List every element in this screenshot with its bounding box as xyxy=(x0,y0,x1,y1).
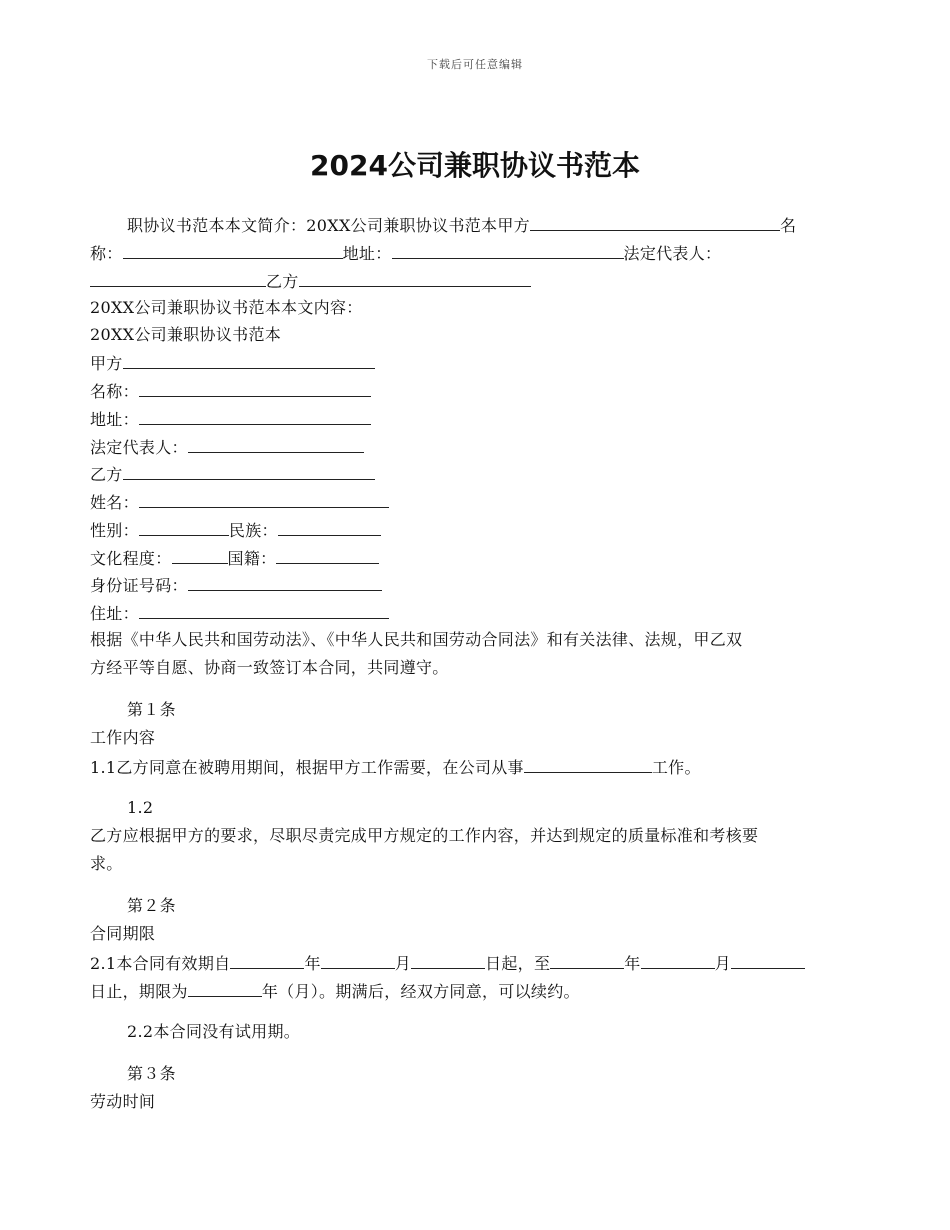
intro-line-2 xyxy=(90,242,721,264)
party-b-line xyxy=(90,463,375,485)
clause-text: 日起，至 xyxy=(485,954,551,973)
blank xyxy=(230,952,304,969)
clause-1-1 xyxy=(90,756,701,778)
blank xyxy=(188,980,262,997)
blank xyxy=(731,952,805,969)
blank xyxy=(188,574,382,591)
blank xyxy=(530,214,780,231)
field-label: 文化程度： xyxy=(90,549,172,568)
intro-line-1 xyxy=(127,214,796,236)
blank xyxy=(172,547,228,564)
field-label: 甲方 xyxy=(90,354,123,373)
clause-text: 工作。 xyxy=(651,758,701,777)
clause-1-2-line-2: 求。 xyxy=(90,854,123,873)
clause-text: 年 xyxy=(624,954,641,973)
preamble-line-1: 根据《中华人民共和国劳动法》、《中华人民共和国劳动合同法》和有关法律、法规，甲乙双 xyxy=(90,630,743,649)
field-label: 地址： xyxy=(90,410,139,429)
content-heading: 20XX公司兼职协议书范本本文内容： xyxy=(90,298,363,317)
document-title: 2024公司兼职协议书范本 xyxy=(310,149,640,182)
party-b-education-line xyxy=(90,547,379,569)
clause-2-1-line-1 xyxy=(90,952,805,974)
clause-1-2-number: 1.2 xyxy=(127,798,154,817)
intro-text: 乙方 xyxy=(266,272,299,291)
blank xyxy=(641,952,715,969)
clause-text: 月 xyxy=(394,954,412,973)
party-b-gender-line xyxy=(90,519,381,541)
party-b-address-line xyxy=(90,602,389,624)
clause-2-1-line-2 xyxy=(90,980,580,1002)
doc-subtitle: 20XX公司兼职协议书范本 xyxy=(90,325,282,344)
blank xyxy=(123,242,343,259)
blank xyxy=(299,270,531,287)
intro-text: 名 xyxy=(779,216,797,235)
clause-text: 年（月）。期满后，经双方同意，可以续约。 xyxy=(261,982,580,1001)
field-label: 住址： xyxy=(90,604,139,623)
blank xyxy=(90,270,266,287)
field-label: 民族： xyxy=(228,521,278,540)
blank xyxy=(139,602,389,619)
blank xyxy=(123,352,375,369)
intro-line-3 xyxy=(90,270,531,292)
clause-text: 年 xyxy=(304,954,321,973)
clause-text: 月 xyxy=(714,954,731,973)
blank xyxy=(139,519,229,536)
blank xyxy=(188,436,364,453)
article-3-title: 劳动时间 xyxy=(90,1092,156,1111)
article-2-heading: 第２条 xyxy=(127,896,176,915)
blank xyxy=(278,519,381,536)
party-a-name-line xyxy=(90,380,371,402)
party-a-address-line xyxy=(90,408,371,430)
clause-1-2-line-1: 乙方应根据甲方的要求，尽职尽责完成甲方规定的工作内容，并达到规定的质量标准和考核要 xyxy=(90,826,759,845)
clause-2-2: 2.2本合同没有试用期。 xyxy=(127,1022,301,1041)
party-b-id-line xyxy=(90,574,382,596)
blank xyxy=(321,952,395,969)
field-label: 性别： xyxy=(90,521,139,540)
party-a-rep-line xyxy=(90,436,364,458)
field-label: 姓名： xyxy=(90,493,139,512)
blank xyxy=(524,756,652,773)
field-label: 名称： xyxy=(90,382,139,401)
blank xyxy=(276,547,379,564)
clause-text: 1.1乙方同意在被聘用期间，根据甲方工作需要，在公司从事 xyxy=(90,758,524,777)
blank xyxy=(392,242,624,259)
article-3-heading: 第３条 xyxy=(127,1064,176,1083)
article-1-heading: 第１条 xyxy=(127,700,176,719)
blank xyxy=(139,380,371,397)
field-label: 国籍： xyxy=(227,549,277,568)
preamble-line-2: 方经平等自愿、协商一致签订本合同，共同遵守。 xyxy=(90,658,449,677)
clause-text: 2.1本合同有效期自 xyxy=(90,954,231,973)
blank xyxy=(139,491,389,508)
article-1-title: 工作内容 xyxy=(90,728,156,747)
blank xyxy=(411,952,485,969)
party-a-line xyxy=(90,352,375,374)
intro-text: 称： xyxy=(90,244,123,263)
intro-text: 地址： xyxy=(342,244,392,263)
party-b-name-line xyxy=(90,491,389,513)
field-label: 法定代表人： xyxy=(90,438,188,457)
page-header-note: 下载后可任意编辑 xyxy=(427,58,523,71)
field-label: 乙方 xyxy=(90,465,123,484)
field-label: 身份证号码： xyxy=(90,576,188,595)
blank xyxy=(550,952,624,969)
intro-text: 法定代表人： xyxy=(623,244,722,263)
clause-text: 日止，期限为 xyxy=(90,982,188,1001)
intro-text: 职协议书范本本文简介：20XX公司兼职协议书范本甲方 xyxy=(127,216,530,235)
blank xyxy=(139,408,371,425)
article-2-title: 合同期限 xyxy=(90,924,156,943)
blank xyxy=(123,463,375,480)
